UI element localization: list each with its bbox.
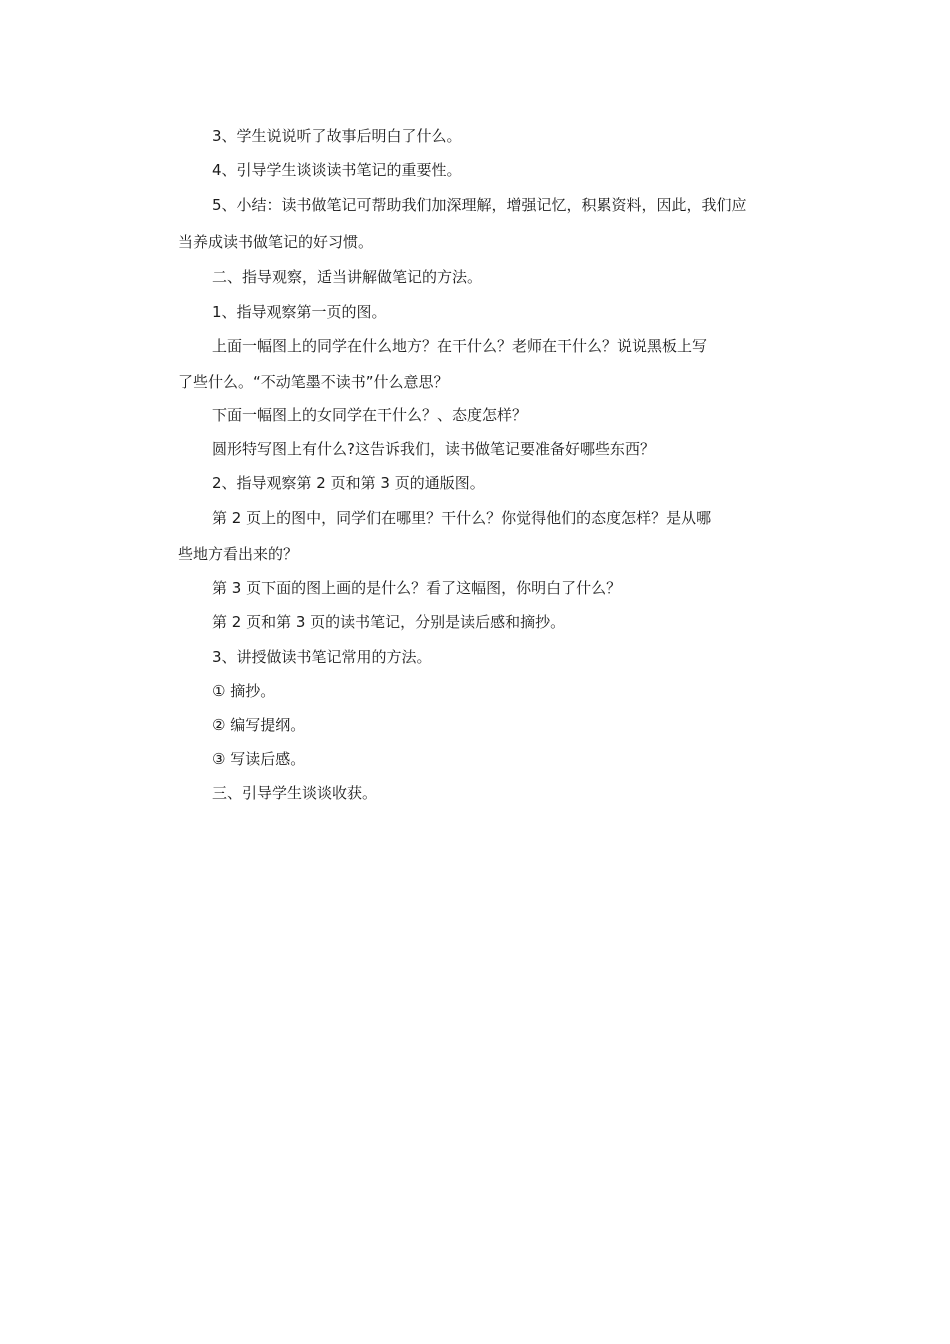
list-item-excerpt: ① 摘抄。 <box>212 682 276 700</box>
paragraph-step-3: 3、学生说说听了故事后明白了什么。 <box>212 127 462 145</box>
section-heading-3: 三、引导学生谈谈收获。 <box>212 784 378 802</box>
list-item-reflection: ③ 写读后感。 <box>212 750 306 768</box>
paragraph-upper-image-line-2: 了些什么。“不动笔墨不读书”什么意思？ <box>178 373 449 391</box>
paragraph-summary-line-2: 当养成读书做笔记的好习惯。 <box>178 233 374 251</box>
paragraph-reading-notes: 第 2 页和第 3 页的读书笔记，分别是读后感和摘抄。 <box>212 613 566 631</box>
paragraph-observe-pages-2-3: 2、指导观察第 2 页和第 3 页的通版图。 <box>212 474 485 492</box>
paragraph-summary-line-1: 5、小结：读书做笔记可帮助我们加深理解，增强记忆，积累资料，因此，我们应 <box>212 196 747 214</box>
list-item-outline: ② 编写提纲。 <box>212 716 306 734</box>
paragraph-page-2-line-1: 第 2 页上的图中，同学们在哪里？干什么？你觉得他们的态度怎样？是从哪 <box>212 509 712 527</box>
paragraph-lower-image: 下面一幅图上的女同学在干什么？、态度怎样？ <box>212 406 528 424</box>
paragraph-observe-page-1: 1、指导观察第一页的图。 <box>212 303 387 321</box>
paragraph-circle-closeup: 圆形特写图上有什么?这告诉我们，读书做笔记要准备好哪些东西？ <box>212 440 655 458</box>
paragraph-page-2-line-2: 些地方看出来的？ <box>178 545 299 563</box>
paragraph-step-4: 4、引导学生谈谈读书笔记的重要性。 <box>212 161 462 179</box>
paragraph-methods: 3、讲授做读书笔记常用的方法。 <box>212 648 432 666</box>
section-heading-2: 二、指导观察，适当讲解做笔记的方法。 <box>212 268 483 286</box>
paragraph-page-3-image: 第 3 页下面的图上画的是什么？看了这幅图，你明白了什么？ <box>212 579 622 597</box>
paragraph-upper-image-line-1: 上面一幅图上的同学在什么地方？在干什么？老师在干什么？说说黑板上写 <box>212 337 708 355</box>
